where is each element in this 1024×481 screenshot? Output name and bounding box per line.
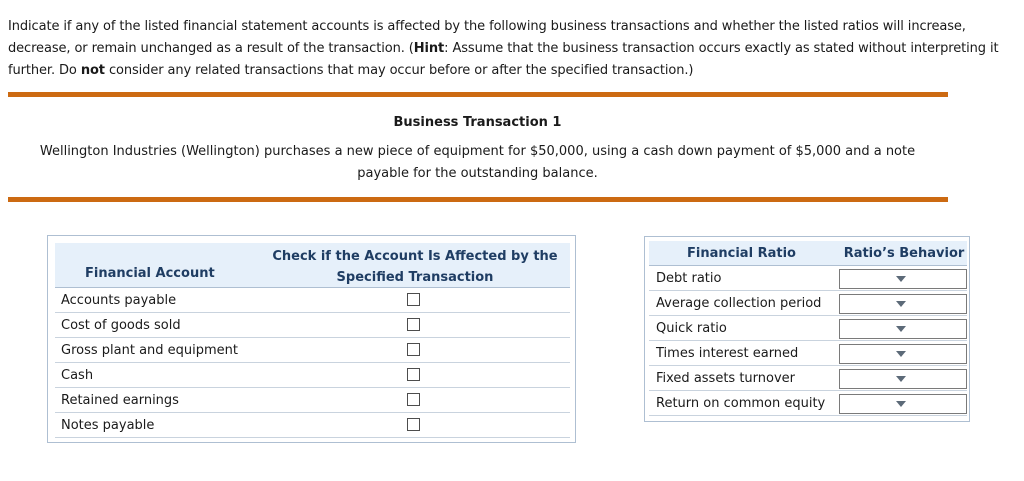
instructions-part: Indicate if any of the listed financial statement accounts is affected by the following business transactions and whether the listed ratios will increase, decrease, or remain unchanged as a result of the transaction. ( xyxy=(8,19,966,56)
account-row xyxy=(55,338,570,363)
ratio-row xyxy=(649,316,967,341)
ratio-row xyxy=(649,341,967,366)
header-financial-ratio: Financial Ratio xyxy=(687,246,796,261)
ratio-name: Quick ratio xyxy=(656,321,727,336)
affected-checkbox[interactable] xyxy=(407,293,420,306)
ratio-row xyxy=(649,366,967,391)
transaction-title: Business Transaction 1 xyxy=(393,115,562,130)
ratio-behavior-dropdown[interactable] xyxy=(839,294,967,314)
account-name: Cost of goods sold xyxy=(61,318,181,333)
instructions-text xyxy=(8,16,1013,82)
ratio-behavior-dropdown[interactable] xyxy=(839,269,967,289)
ratio-name: Fixed assets turnover xyxy=(656,371,796,386)
affected-checkbox[interactable] xyxy=(407,318,420,331)
chevron-down-icon xyxy=(896,351,906,357)
not-emphasis: not xyxy=(80,63,105,78)
account-name: Retained earnings xyxy=(61,393,179,408)
account-name: Cash xyxy=(61,368,94,383)
ratios-table-header xyxy=(649,241,967,266)
instructions-part: consider any related transactions that may occur before or after the specified transaction.) xyxy=(104,63,694,78)
ratio-name: Times interest earned xyxy=(656,346,799,361)
chevron-down-icon xyxy=(896,376,906,382)
chevron-down-icon xyxy=(896,401,906,407)
affected-checkbox[interactable] xyxy=(407,393,420,406)
chevron-down-icon xyxy=(896,326,906,332)
accounts-table-header xyxy=(55,243,570,288)
account-row xyxy=(55,313,570,338)
header-check-affected: Check if the Account Is Affected by the Specified Transaction xyxy=(272,249,558,285)
affected-checkbox[interactable] xyxy=(407,343,420,356)
accounts-table xyxy=(47,235,576,443)
ratio-row xyxy=(649,391,967,416)
bottom-divider xyxy=(8,197,948,202)
hint-label: Hint xyxy=(413,41,445,56)
ratios-table xyxy=(644,236,970,422)
top-divider xyxy=(8,92,948,97)
account-name: Gross plant and equipment xyxy=(61,343,239,358)
instructions-part: : Assume that the business transaction occurs exactly as stated without interpreting it further. Do xyxy=(8,41,999,78)
chevron-down-icon xyxy=(896,276,906,282)
transaction-description xyxy=(0,141,955,185)
transaction-description-text: Wellington Industries (Wellington) purchases a new piece of equipment for $50,000, using a cash down payment of $5,000 and a note payable for the outstanding balance. xyxy=(39,144,916,181)
ratio-row xyxy=(649,266,967,291)
account-name: Accounts payable xyxy=(61,293,177,308)
header-financial-account: Financial Account xyxy=(85,266,215,281)
affected-checkbox[interactable] xyxy=(407,368,420,381)
header-ratio-behavior: Ratio’s Behavior xyxy=(843,246,965,261)
chevron-down-icon xyxy=(896,301,906,307)
ratio-name: Average collection period xyxy=(656,296,822,311)
account-row xyxy=(55,413,570,438)
account-row xyxy=(55,388,570,413)
account-row xyxy=(55,363,570,388)
ratio-row xyxy=(649,291,967,316)
affected-checkbox[interactable] xyxy=(407,418,420,431)
ratio-behavior-dropdown[interactable] xyxy=(839,394,967,414)
ratio-behavior-dropdown[interactable] xyxy=(839,319,967,339)
account-name: Notes payable xyxy=(61,418,155,433)
ratio-behavior-dropdown[interactable] xyxy=(839,369,967,389)
account-row xyxy=(55,288,570,313)
ratio-name: Debt ratio xyxy=(656,271,722,286)
ratio-name: Return on common equity xyxy=(656,396,826,411)
ratio-behavior-dropdown[interactable] xyxy=(839,344,967,364)
